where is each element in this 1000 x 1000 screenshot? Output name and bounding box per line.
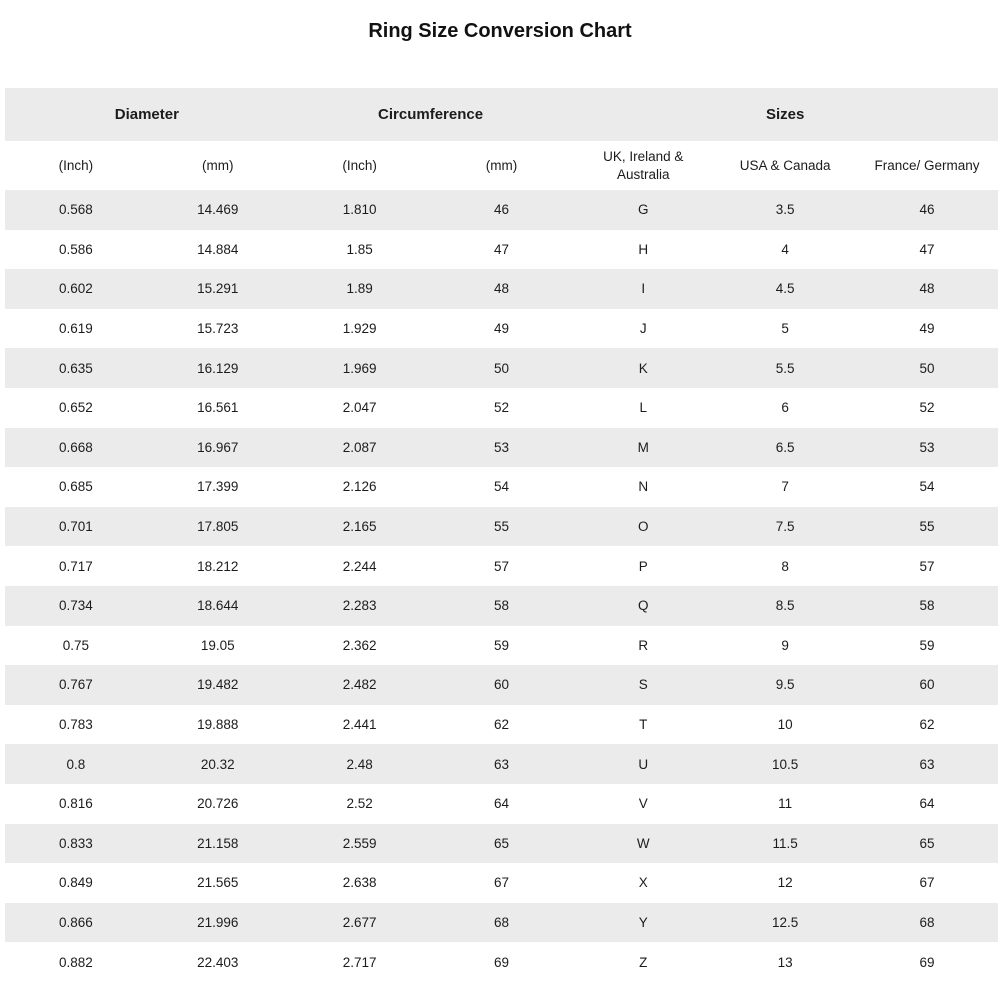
table-cell: 22.403 <box>197 954 239 970</box>
table-cell: M <box>637 439 649 455</box>
table-cell: 62 <box>919 717 935 733</box>
table-cell: 6 <box>781 400 789 416</box>
table-body <box>5 190 998 982</box>
table-cell: K <box>638 360 648 376</box>
table-cell: 14.469 <box>197 202 239 218</box>
table-cell: 2.52 <box>346 796 373 812</box>
table-cell: 52 <box>919 400 935 416</box>
table-cell: 0.849 <box>59 875 93 891</box>
table-cell: 63 <box>919 756 935 772</box>
table-cell: 46 <box>493 202 509 218</box>
table-cell: 0.866 <box>59 914 93 930</box>
table-cell: 0.701 <box>59 519 93 535</box>
table-cell: 1.929 <box>342 321 377 337</box>
table-cell: H <box>638 241 649 257</box>
table-cell: 11 <box>778 796 793 812</box>
table-cell: 7 <box>781 479 789 495</box>
table-cell: 17.805 <box>197 519 239 535</box>
table-cell: 17.399 <box>197 479 239 495</box>
table-row <box>5 467 998 507</box>
table-cell: 2.047 <box>342 400 377 416</box>
table-cell: 9.5 <box>775 677 795 693</box>
table-row <box>5 388 998 428</box>
table-cell: 12.5 <box>772 914 799 930</box>
table-cell: 2.482 <box>342 677 377 693</box>
table-cell: 49 <box>919 321 935 337</box>
table-cell: 2.559 <box>342 835 377 851</box>
table-cell: 69 <box>919 954 935 970</box>
table-cell: X <box>638 875 648 891</box>
table-cell: 64 <box>493 796 509 812</box>
table-cell: 63 <box>493 756 509 772</box>
table-cell: 4 <box>781 241 789 257</box>
table-cell: 69 <box>493 954 509 970</box>
table-cell: 48 <box>919 281 935 297</box>
table-cell: 67 <box>919 875 935 891</box>
table-cell: 2.362 <box>342 637 377 653</box>
table-cell: 2.283 <box>342 598 377 614</box>
table-cell: 2.638 <box>342 875 377 891</box>
table-row <box>5 507 998 547</box>
column-header-circumference-mm: (mm) <box>485 157 518 173</box>
table-cell: G <box>638 202 649 218</box>
table-row <box>5 546 998 586</box>
table-cell: 16.967 <box>197 439 239 455</box>
column-group-circumference: Circumference <box>378 106 484 123</box>
table-cell: 65 <box>493 835 509 851</box>
column-header-diameter-mm: (mm) <box>202 157 234 173</box>
table-cell: 2.126 <box>342 479 377 495</box>
table-cell: 20.726 <box>197 796 239 812</box>
table-row <box>5 190 998 230</box>
table-cell: 57 <box>493 558 509 574</box>
table-cell: 2.165 <box>342 519 377 535</box>
ring-size-table <box>5 88 998 982</box>
table-cell: 0.635 <box>59 360 93 376</box>
table-cell: N <box>638 479 649 495</box>
table-cell: 2.244 <box>342 558 377 574</box>
table-cell: 0.717 <box>59 558 93 574</box>
table-cell: 53 <box>919 439 935 455</box>
table-cell: 9 <box>781 637 789 653</box>
table-cell: 19.482 <box>197 677 239 693</box>
table-cell: 50 <box>919 360 935 376</box>
table-cell: 55 <box>919 519 935 535</box>
table-cell: 3.5 <box>775 202 795 218</box>
table-row <box>5 863 998 903</box>
table-cell: 15.291 <box>197 281 239 297</box>
table-cell: 21.996 <box>197 914 239 930</box>
table-cell: 4.5 <box>775 281 795 297</box>
table-cell: P <box>638 558 648 574</box>
table-cell: 8 <box>781 558 789 574</box>
table-cell: Q <box>638 598 649 614</box>
table-cell: 21.158 <box>197 835 239 851</box>
table-cell: 0.882 <box>59 954 93 970</box>
table-row <box>5 309 998 349</box>
table-cell: 0.816 <box>59 796 93 812</box>
table-cell: 0.833 <box>59 835 93 851</box>
column-header-diameter-inch: (Inch) <box>58 157 94 173</box>
table-cell: 62 <box>493 717 509 733</box>
table-cell: T <box>639 717 648 733</box>
table-cell: 0.75 <box>62 637 90 653</box>
table-cell: 0.668 <box>59 439 93 455</box>
table-cell: 12 <box>777 875 793 891</box>
table-cell: 2.48 <box>346 756 373 772</box>
table-cell: 47 <box>919 241 935 257</box>
table-cell: 49 <box>493 321 509 337</box>
table-cell: 6.5 <box>775 439 795 455</box>
table-cell: 0.652 <box>59 400 93 416</box>
table-row <box>5 903 998 943</box>
table-cell: 16.561 <box>197 400 239 416</box>
table-cell: V <box>638 796 648 812</box>
table-cell: 60 <box>919 677 935 693</box>
table-cell: 2.717 <box>342 954 377 970</box>
table-row <box>5 586 998 626</box>
table-cell: 16.129 <box>197 360 239 376</box>
table-cell: 19.888 <box>197 717 239 733</box>
column-header-row <box>5 141 998 190</box>
column-header-uk-ireland-australia: UK, Ireland & Australia <box>603 148 684 182</box>
column-group-sizes: Sizes <box>766 106 805 123</box>
table-row <box>5 428 998 468</box>
table-cell: S <box>638 677 648 693</box>
column-group-row <box>5 88 998 141</box>
column-header-usa-canada: USA & Canada <box>739 157 831 173</box>
table-cell: 1.810 <box>342 202 377 218</box>
table-row <box>5 348 998 388</box>
table-cell: 0.8 <box>66 756 86 772</box>
table-cell: O <box>638 519 649 535</box>
table-cell: 2.441 <box>342 717 377 733</box>
table-cell: 14.884 <box>197 241 239 257</box>
table-cell: 59 <box>919 637 935 653</box>
table-cell: 8.5 <box>775 598 795 614</box>
table-cell: 13 <box>777 954 793 970</box>
table-cell: 54 <box>493 479 509 495</box>
table-cell: 58 <box>493 598 509 614</box>
table-row <box>5 665 998 705</box>
table-cell: 57 <box>919 558 935 574</box>
table-cell: 15.723 <box>197 321 239 337</box>
table-cell: 0.685 <box>59 479 93 495</box>
table-cell: 65 <box>919 835 935 851</box>
table-cell: J <box>639 321 647 337</box>
table-row <box>5 626 998 666</box>
table-cell: 10.5 <box>772 756 799 772</box>
table-cell: 5 <box>781 321 789 337</box>
table-cell: 5.5 <box>775 360 795 376</box>
table-cell: 50 <box>493 360 509 376</box>
table-cell: 7.5 <box>775 519 795 535</box>
table-row <box>5 744 998 784</box>
table-cell: 0.767 <box>59 677 93 693</box>
table-cell: 1.85 <box>346 241 373 257</box>
table-cell: 19.05 <box>200 637 235 653</box>
table-cell: 20.32 <box>200 756 235 772</box>
table-cell: 67 <box>493 875 509 891</box>
table-cell: W <box>636 835 650 851</box>
table-cell: 68 <box>493 914 509 930</box>
table-row <box>5 784 998 824</box>
table-cell: 0.586 <box>59 241 93 257</box>
page-title: Ring Size Conversion Chart <box>368 20 632 42</box>
table-cell: L <box>639 400 648 416</box>
table-cell: 46 <box>919 202 935 218</box>
table-cell: 11.5 <box>772 835 798 851</box>
table-cell: I <box>641 281 646 297</box>
table-row <box>5 705 998 745</box>
table-cell: 10 <box>777 717 793 733</box>
table-cell: 55 <box>493 519 509 535</box>
table-cell: 1.969 <box>342 360 377 376</box>
column-header-france-germany: France/ Germany <box>874 157 980 173</box>
table-cell: U <box>638 756 649 772</box>
table-cell: 2.677 <box>342 914 377 930</box>
table-row <box>5 942 998 982</box>
table-cell: 0.602 <box>59 281 93 297</box>
table-cell: 48 <box>493 281 509 297</box>
table-row <box>5 824 998 864</box>
table-cell: 59 <box>493 637 509 653</box>
table-cell: 18.644 <box>197 598 239 614</box>
table-cell: Z <box>639 954 648 970</box>
column-header-circumference-inch: (Inch) <box>342 157 377 173</box>
table-cell: 18.212 <box>197 558 239 574</box>
table-cell: Y <box>638 914 648 930</box>
table-cell: 52 <box>493 400 509 416</box>
table-row <box>5 230 998 270</box>
table-cell: 68 <box>919 914 935 930</box>
table-cell: 0.568 <box>59 202 93 218</box>
table-cell: 1.89 <box>346 281 373 297</box>
table-cell: 47 <box>493 241 509 257</box>
table-cell: 60 <box>493 677 509 693</box>
table-cell: 0.734 <box>59 598 93 614</box>
table-cell: 0.783 <box>59 717 93 733</box>
table-row <box>5 269 998 309</box>
table-cell: 2.087 <box>342 439 377 455</box>
table-cell: 21.565 <box>197 875 239 891</box>
table-cell: 58 <box>919 598 935 614</box>
column-group-diameter: Diameter <box>114 106 179 123</box>
table-cell: 53 <box>493 439 509 455</box>
table-cell: 0.619 <box>59 321 93 337</box>
table-cell: R <box>638 637 649 653</box>
table-cell: 64 <box>919 796 935 812</box>
table-cell: 54 <box>919 479 935 495</box>
